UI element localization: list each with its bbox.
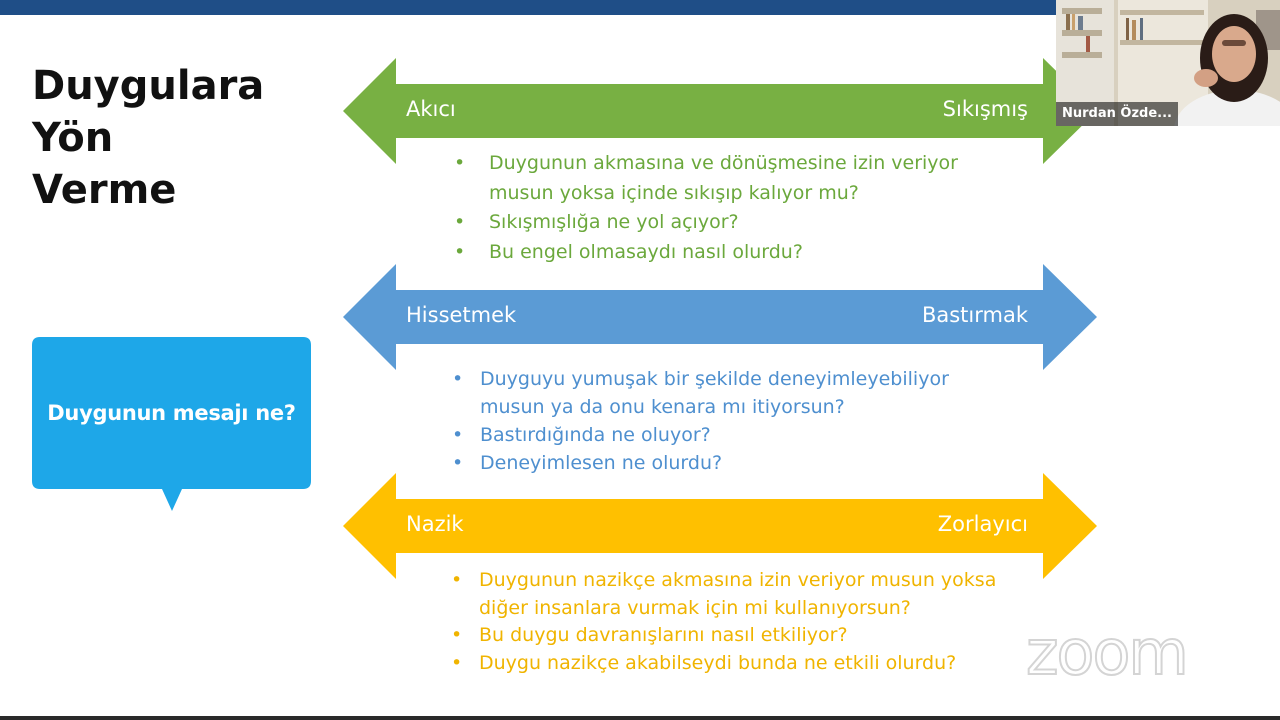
bullet-item: • Duygunun akmasına ve dönüşmesine izin veriyor (454, 149, 958, 179)
arrow-left-label: Nazik (406, 512, 464, 536)
bullet-item: • Duygu nazikçe akabilseydi bunda ne etkili olurdu? (451, 650, 996, 678)
bullet-item: • Deneyimlesen ne olurdu? (452, 449, 949, 477)
title-line-3: Verme (32, 167, 177, 213)
arrow-left-label: Hissetmek (406, 303, 517, 327)
title-line-2: Yön (32, 115, 114, 161)
slide-title (32, 60, 332, 216)
bullet-list-nazik (451, 567, 996, 677)
bullet-item-continuation: diğer insanlara vurmak için mi kullanıyorsun? (479, 596, 911, 619)
bullet-list-akici (454, 149, 958, 267)
arrow-hissetmek-bastirmak (343, 264, 1097, 370)
bullet-item: • Duygunun nazikçe akmasına izin veriyor musun yoksa (451, 567, 996, 595)
participant-video-tile[interactable] (1056, 0, 1280, 126)
callout-bubble (32, 337, 311, 512)
bullet-item: • Bu duygu davranışlarını nasıl etkiliyor? (451, 622, 996, 650)
callout-text: Duygunun mesajı ne? (47, 401, 296, 425)
title-line-1: Duygulara (32, 63, 265, 109)
arrow-right-label: Bastırmak (921, 303, 1028, 327)
bullet-item-continuation: musun yoksa içinde sıkışıp kalıyor mu? (489, 181, 859, 204)
participant-name-label: Nurdan Özde... (1056, 102, 1178, 126)
bottom-edge (0, 716, 1280, 720)
zoom-watermark-logo: zoom (1026, 616, 1187, 689)
arrow-right-label: Zorlayıcı (937, 512, 1028, 536)
arrow-nazik-zorlayici (343, 473, 1097, 579)
bullet-item: • Bu engel olmasaydı nasıl olurdu? (454, 238, 958, 268)
arrow-right-label: Sıkışmış (942, 97, 1028, 121)
arrow-left-label: Akıcı (406, 97, 456, 121)
bullet-list-hissetmek (452, 365, 949, 477)
bullet-item: • Duyguyu yumuşak bir şekilde deneyimleyebiliyor (452, 365, 949, 393)
bullet-item: • Sıkışmışlığa ne yol açıyor? (454, 208, 958, 238)
bullet-item-continuation: musun ya da onu kenara mı itiyorsun? (480, 396, 845, 418)
bullet-item: • Bastırdığında ne oluyor? (452, 421, 949, 449)
